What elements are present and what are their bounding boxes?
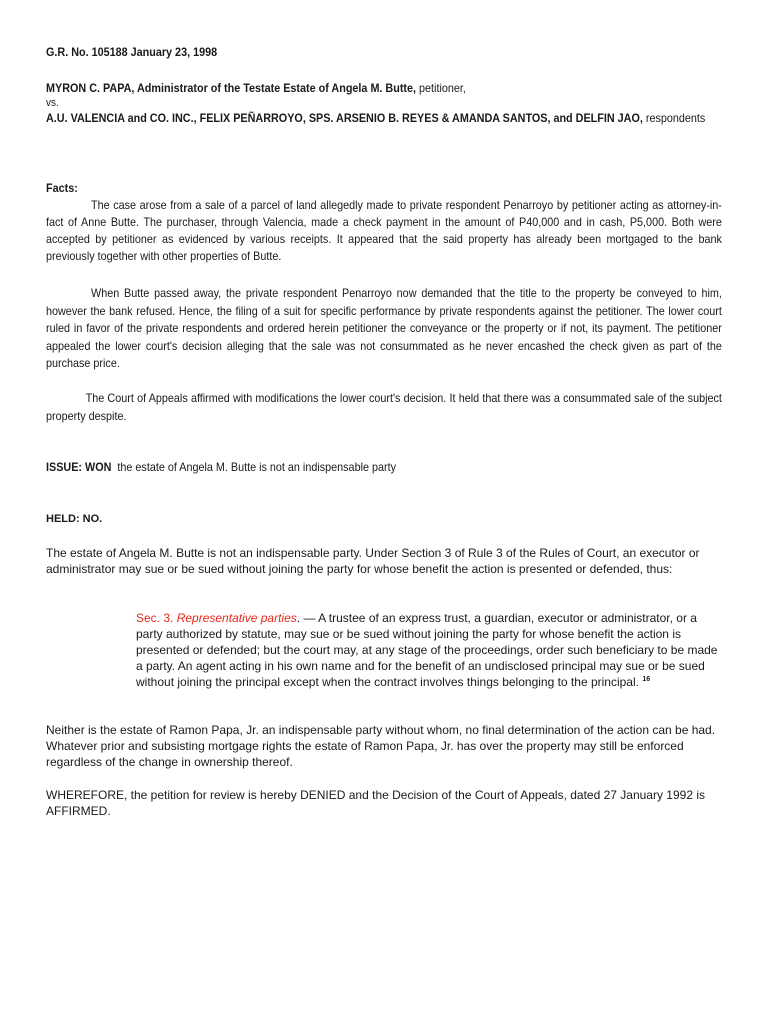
petitioner-name: MYRON C. PAPA, Administrator of the Testate Estate of Angela M. Butte, bbox=[46, 81, 417, 95]
petitioner-line bbox=[46, 80, 722, 96]
issue-text: the estate of Angela M. Butte is not an indispensable party bbox=[111, 460, 396, 474]
respondents-role: respondents bbox=[642, 111, 706, 125]
footnote-marker: 16 bbox=[642, 676, 651, 683]
issue-line bbox=[46, 459, 722, 475]
held-paragraph-2: Neither is the estate of Ramon Papa, Jr. an indispensable party without whom, no final determination of the action can be had. Whatever prior and subsisting mortgage rights the estate of Ramon Papa, Jr. has over the property may still be enforced regardless of the change in ownership thereof. bbox=[46, 723, 716, 769]
held-paragraph-1: The estate of Angela M. Butte is not an indispensable party. Under Section 3 of Rule 3 of the Rules of Court, an executor or administrator may sue or be sued without joining the party for whose benefit the action is presented or defended, thus: bbox=[46, 546, 700, 576]
held-heading: HELD: NO. bbox=[46, 513, 103, 525]
facts-heading: Facts: bbox=[46, 181, 78, 195]
petitioner-role: petitioner, bbox=[416, 81, 466, 95]
case-parties bbox=[46, 80, 722, 126]
quote-title: Representative parties bbox=[176, 611, 297, 625]
rule-quote bbox=[136, 610, 720, 690]
facts-paragraph-2: When Butte passed away, the private respondent Penarroyo now demanded that the title to the property be conveyed to him, however the bank refused. Hence, the filing of a suit for specific performance by private respondents against the petitioner. The lower court ruled in favor of the private respondents and ordered herein petitioner the conveyance or the property or if not, its payment. The petitioner appealed the lower court's decision alleging that the sale was not consummated as he never encashed the check given as part of the purchase price. bbox=[46, 286, 722, 370]
facts-paragraph-3: The Court of Appeals affirmed with modifications the lower court's decision. It held that there was a consummated sale of the subject property despite. bbox=[46, 391, 722, 423]
respondents-names: A.U. VALENCIA and CO. INC., FELIX PEÑARROYO, SPS. ARSENIO B. REYES & AMANDA SANTOS, and DELFIN JAO, bbox=[46, 111, 643, 125]
quote-section: Sec. 3. bbox=[136, 611, 174, 625]
versus: vs. bbox=[46, 97, 59, 109]
quote-body: . — A trustee of an express trust, a guardian, executor or administrator, or a party authorized by statute, may sue or be sued without joining the party for whose benefit the action is presented or defended; but the court may, at any stage of the proceedings, order such beneficiary to be made a party. An agent acting in his own name and for the benefit of an undisclosed principal may sue or be sued without joining the principal except when the contract involves things belonging to the principal. bbox=[136, 611, 718, 689]
wherefore-paragraph: WHEREFORE, the petition for review is hereby DENIED and the Decision of the Court of Appeals, dated 27 January 1992 is AFFIRMED. bbox=[46, 788, 705, 818]
case-number: G.R. No. 105188 January 23, 1998 bbox=[46, 45, 218, 59]
facts-paragraph-1: The case arose from a sale of a parcel of land allegedly made to private respondent Penarroyo by petitioner acting as attorney-in-fact of Anne Butte. The purchaser, through Valencia, made a check payment in the amount of P40,000 and in cash, P5,000. Both were accepted by petitioner as evidenced by various receipts. It appeared that the said property has already been mortgaged to the bank previously together with other properties of Butte. bbox=[46, 198, 722, 263]
respondents-line bbox=[46, 110, 722, 126]
issue-label: ISSUE: WON bbox=[46, 460, 112, 474]
